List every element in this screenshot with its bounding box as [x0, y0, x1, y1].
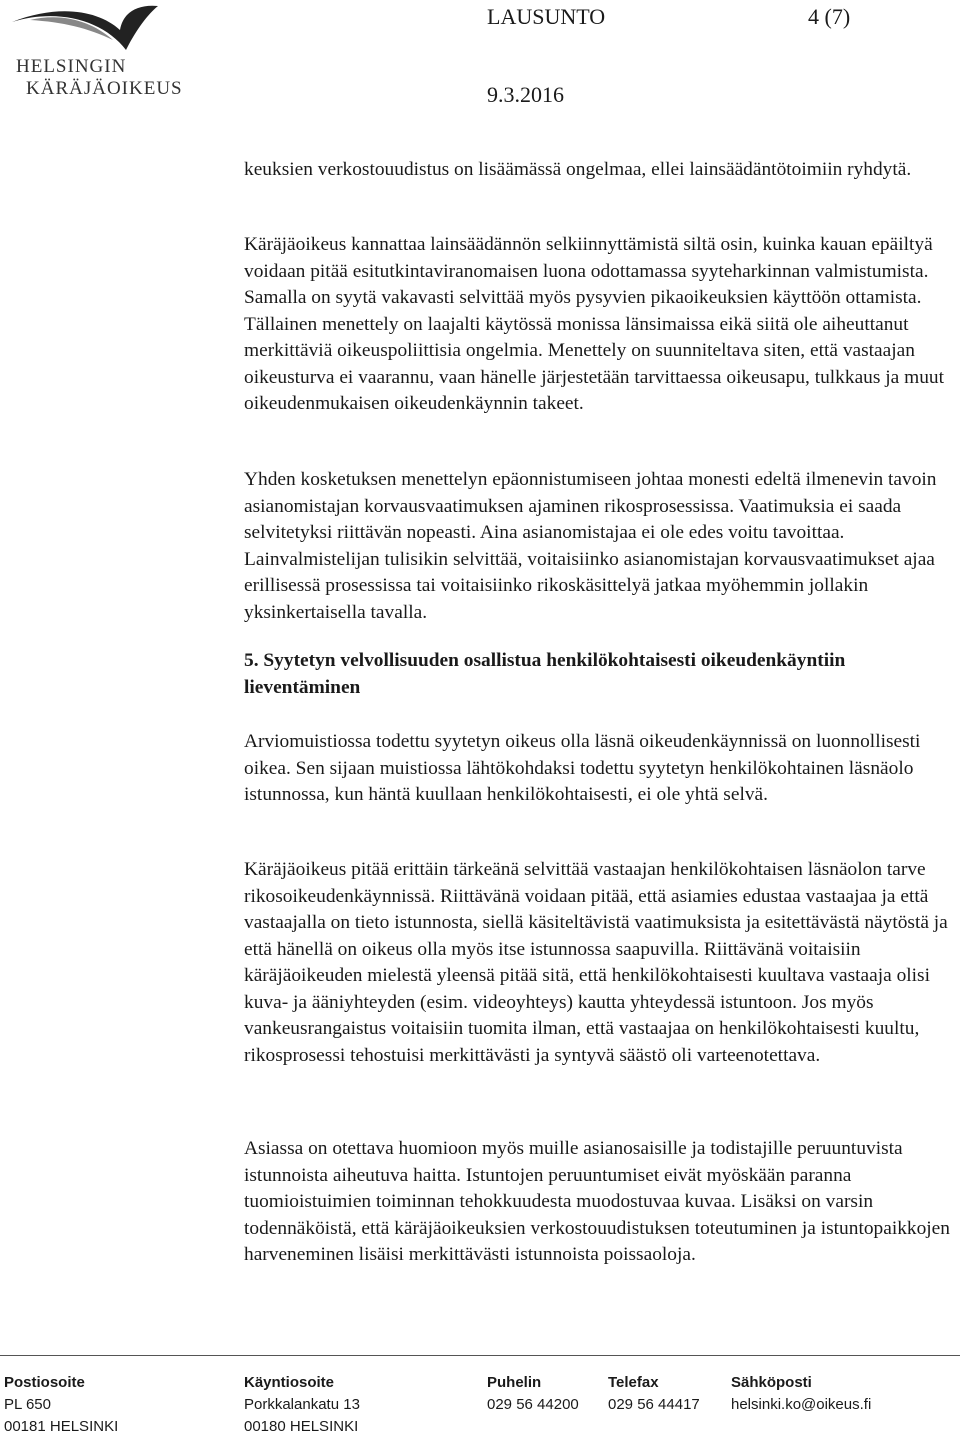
logo-swoosh-icon	[8, 0, 228, 60]
footer-fax-value: 029 56 44417	[608, 1396, 700, 1413]
court-logo	[8, 0, 228, 100]
footer-phone-value: 029 56 44200	[487, 1396, 579, 1413]
paragraph-2: Käräjäoikeus kannattaa lainsäädännön selkiinnyttämistä siltä osin, kuinka kauan epäiltyä voidaan pitää esitutkintaviranomaisen luona odottamassa syyteharkinnan valmistumista. Samalla on syytä vakavasti selvittää myös pysyvien pikaoikeuksien käyttöön ottamista. Tällainen menettely on laajalti käytössä monissa länsimaissa eikä siitä ole aiheuttanut merkittäviä oikeuspoliittisia ongelmia. Menettely on suunniteltava siten, että vastaajan oikeusturva ei vaarannu, vaan hänelle järjestetään tarvittaessa oikeusapu, tulkkaus ja muut oikeudenmukaisen oikeudenkäynnin takeet.	[244, 234, 944, 414]
footer-visiting-line2: 00180 HELSINKI	[244, 1418, 359, 1435]
footer-phone-label: Puhelin	[487, 1374, 542, 1391]
footer-postal-line2: 00181 HELSINKI	[4, 1418, 119, 1435]
footer-visiting-label: Käyntiosoite	[244, 1374, 335, 1391]
logo-text-helsingin: HELSINGIN	[16, 56, 127, 77]
paragraph-3: Yhden kosketuksen menettelyn epäonnistumiseen johtaa monesti edeltä ilmenevin tavoin asianomistajan korvausvaatimuksen ajaminen rikosprosessissa. Vaatimuksia ei saada selvitetyksi riittävän nopeasti. Aina asianomistajaa ei ole edes voitu tavoittaa. Lainvalmistelijan tulisikin selvittää, voitaisiinko asianomistajan korvausvaatimukset ajaa erillisessä prosessissa tai voitaisiinko rikoskäsittelyä jatkaa myöhemmin jollakin yksinkertaisella tavalla.	[244, 469, 937, 623]
footer-email	[731, 1372, 871, 1416]
document-type: LAUSUNTO	[487, 4, 606, 29]
footer-divider	[0, 1355, 960, 1356]
footer-email-value: helsinki.ko@oikeus.fi	[731, 1396, 872, 1413]
logo-text-karajaoikeus: KÄRÄJÄOIKEUS	[26, 78, 183, 99]
footer-postal-label: Postiosoite	[4, 1374, 85, 1391]
paragraph-4: Arviomuistiossa todettu syytetyn oikeus olla läsnä oikeudenkäynnissä on luonnollisesti oikea. Sen sijaan muistiossa lähtökohdaksi todettu syytetyn henkilökohtainen läsnäolo istunnossa, kun häntä kuullaan henkilökohtaisesti, ei ole yhtä selvä.	[244, 731, 921, 805]
paragraph-1: keuksien verkostouudistus on lisäämässä ongelmaa, ellei lainsäädäntötoimiin ryhdytä.	[244, 159, 912, 180]
page-number: 4 (7)	[808, 4, 851, 29]
footer-postal-address	[4, 1372, 118, 1438]
paragraph-6: Asiassa on otettava huomioon myös muille asianosaisille ja todistajille peruuntuvista istunnoista aiheutuva haitta. Istuntojen peruuntumiset eivät myöskään paranna tuomioistuimien toiminnan tehokkuudesta muodostuvaa kuvaa. Lisäksi on varsin todennäköistä, että käräjäoikeuksien verkostouudistuksen toteutuminen ja istuntopaikkojen harveneminen lisäisi merkittävästi istunnoista poissaoloja.	[244, 1138, 950, 1265]
section-heading: 5. Syytetyn velvollisuuden osallistua henkilökohtaisesti oikeudenkäyntiin lieventäminen	[244, 650, 846, 698]
footer-email-label: Sähköposti	[731, 1374, 812, 1391]
footer-visiting-line1: Porkkalankatu 13	[244, 1396, 360, 1413]
footer-fax	[608, 1372, 700, 1416]
footer-visiting-address	[244, 1372, 360, 1438]
footer-phone	[487, 1372, 579, 1416]
footer-fax-label: Telefax	[608, 1374, 659, 1391]
footer-postal-line1: PL 650	[4, 1396, 51, 1413]
paragraph-5: Käräjäoikeus pitää erittäin tärkeänä selvittää vastaajan henkilökohtaisen läsnäolon tarve rikosoikeudenkäynnissä. Riittävänä voidaan pitää, että asiamies edustaa vastaajaa ja että vastaajalla on tieto istunnosta, siellä käsiteltävistä vaatimuksista ja esitettävästä näytöstä ja että hänellä on oikeus olla myös itse istunnossa saapuvilla. Riittävänä voitaisiin käräjäoikeuden mielestä yleensä pitää sitä, että henkilökohtaisesti kuultava vastaaja olisi kuva- ja ääniyhteyden (esim. videoyhteys) kautta yhteydessä istuntoon. Jos myös vankeusrangaistus voitaisiin tuomita ilman, että vastaajaa on henkilökohtaisesti kuultu, rikosprosessi tehostuisi merkittävästi ja syntyvä säästö oli varteenotettava.	[244, 859, 948, 1066]
document-date: 9.3.2016	[487, 82, 564, 107]
